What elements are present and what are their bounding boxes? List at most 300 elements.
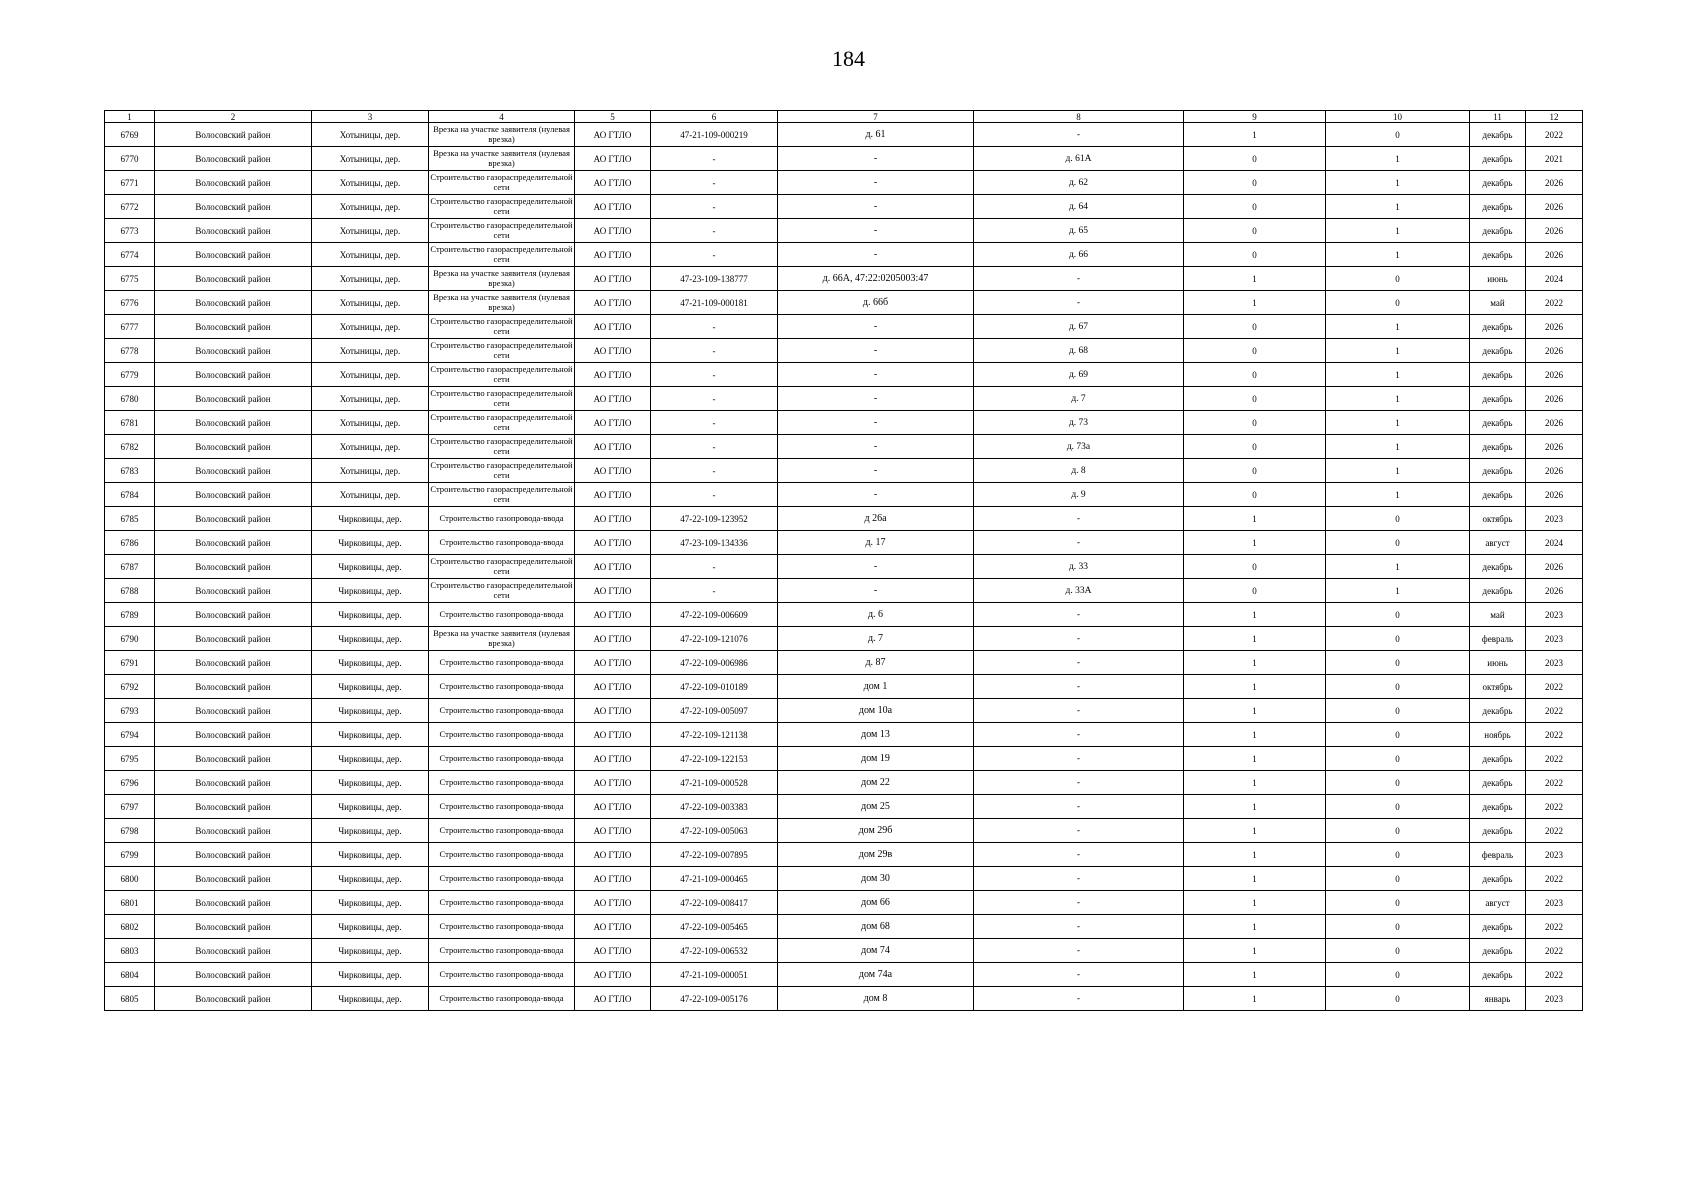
cell-settlement: Хотыницы, дер. [312, 219, 429, 243]
cell-address-planned: - [974, 771, 1184, 795]
cell-settlement: Чирковицы, дер. [312, 891, 429, 915]
cell-work-type: Строительство газопровода-ввода [429, 891, 575, 915]
table-row [105, 147, 1583, 171]
cell-month: декабрь [1470, 411, 1526, 435]
cell-month: май [1470, 603, 1526, 627]
cell-settlement: Чирковицы, дер. [312, 939, 429, 963]
cell-address: дом 25 [778, 795, 974, 819]
cell-year: 2026 [1526, 243, 1583, 267]
cell-settlement: Хотыницы, дер. [312, 171, 429, 195]
cell-address: дом 30 [778, 867, 974, 891]
cell-address-planned: - [974, 507, 1184, 531]
cell-year: 2026 [1526, 387, 1583, 411]
cell-work-type: Строительство газораспределительной сети [429, 315, 575, 339]
cell-year: 2023 [1526, 627, 1583, 651]
cell-work-type: Строительство газопровода-ввода [429, 987, 575, 1011]
cell-address: - [778, 315, 974, 339]
cell-address-planned: - [974, 603, 1184, 627]
table-row [105, 483, 1583, 507]
cell-application-number: 47-23-109-134336 [651, 531, 778, 555]
cell-year: 2026 [1526, 219, 1583, 243]
cell-application-number: 47-22-109-008417 [651, 891, 778, 915]
cell-count-applications: 0 [1184, 243, 1326, 267]
cell-year: 2026 [1526, 363, 1583, 387]
cell-count-applications: 1 [1184, 987, 1326, 1011]
cell-address: - [778, 579, 974, 603]
cell-application-number: - [651, 171, 778, 195]
cell-count-planned: 1 [1326, 339, 1470, 363]
cell-work-type: Строительство газопровода-ввода [429, 747, 575, 771]
cell-application-number: - [651, 315, 778, 339]
cell-address: дом 10а [778, 699, 974, 723]
cell-district: Волосовский район [155, 627, 312, 651]
cell-count-planned: 1 [1326, 435, 1470, 459]
cell-application-number: 47-22-109-123952 [651, 507, 778, 531]
column-header-9: 9 [1184, 111, 1326, 123]
cell-organization: АО ГТЛО [575, 219, 651, 243]
cell-application-number: 47-22-109-010189 [651, 675, 778, 699]
cell-settlement: Хотыницы, дер. [312, 483, 429, 507]
cell-work-type: Строительство газопровода-ввода [429, 771, 575, 795]
cell-district: Волосовский район [155, 939, 312, 963]
cell-row-number: 6770 [105, 147, 155, 171]
cell-address: - [778, 363, 974, 387]
cell-settlement: Хотыницы, дер. [312, 339, 429, 363]
cell-address: дом 19 [778, 747, 974, 771]
cell-row-number: 6791 [105, 651, 155, 675]
cell-count-applications: 0 [1184, 147, 1326, 171]
cell-row-number: 6775 [105, 267, 155, 291]
cell-count-applications: 0 [1184, 459, 1326, 483]
cell-district: Волосовский район [155, 723, 312, 747]
cell-address-planned: - [974, 939, 1184, 963]
table-row [105, 915, 1583, 939]
cell-district: Волосовский район [155, 243, 312, 267]
cell-address-planned: д. 67 [974, 315, 1184, 339]
cell-count-planned: 1 [1326, 363, 1470, 387]
cell-row-number: 6804 [105, 963, 155, 987]
cell-organization: АО ГТЛО [575, 771, 651, 795]
cell-address: д. 87 [778, 651, 974, 675]
cell-month: декабрь [1470, 123, 1526, 147]
cell-application-number: - [651, 363, 778, 387]
cell-count-planned: 0 [1326, 819, 1470, 843]
cell-count-planned: 1 [1326, 171, 1470, 195]
column-header-5: 5 [575, 111, 651, 123]
cell-count-planned: 0 [1326, 723, 1470, 747]
cell-row-number: 6798 [105, 819, 155, 843]
cell-row-number: 6771 [105, 171, 155, 195]
cell-application-number: 47-22-109-122153 [651, 747, 778, 771]
page-number: 184 [832, 46, 865, 71]
cell-month: август [1470, 891, 1526, 915]
cell-work-type: Строительство газораспределительной сети [429, 435, 575, 459]
cell-organization: АО ГТЛО [575, 291, 651, 315]
cell-work-type: Врезка на участке заявителя (нулевая врезка) [429, 267, 575, 291]
cell-address: дом 74а [778, 963, 974, 987]
cell-month: декабрь [1470, 363, 1526, 387]
cell-year: 2022 [1526, 867, 1583, 891]
cell-row-number: 6773 [105, 219, 155, 243]
table-row [105, 819, 1583, 843]
cell-organization: АО ГТЛО [575, 891, 651, 915]
cell-year: 2026 [1526, 459, 1583, 483]
cell-settlement: Чирковицы, дер. [312, 723, 429, 747]
table-row [105, 747, 1583, 771]
cell-month: декабрь [1470, 963, 1526, 987]
cell-settlement: Чирковицы, дер. [312, 819, 429, 843]
cell-year: 2022 [1526, 723, 1583, 747]
cell-district: Волосовский район [155, 435, 312, 459]
cell-count-applications: 1 [1184, 675, 1326, 699]
cell-address-planned: д. 61А [974, 147, 1184, 171]
cell-row-number: 6795 [105, 747, 155, 771]
cell-district: Волосовский район [155, 291, 312, 315]
cell-application-number: - [651, 579, 778, 603]
cell-month: декабрь [1470, 579, 1526, 603]
cell-row-number: 6783 [105, 459, 155, 483]
cell-year: 2026 [1526, 171, 1583, 195]
column-header-11: 11 [1470, 111, 1526, 123]
cell-year: 2022 [1526, 771, 1583, 795]
cell-address-planned: д. 62 [974, 171, 1184, 195]
cell-count-planned: 0 [1326, 675, 1470, 699]
cell-settlement: Чирковицы, дер. [312, 795, 429, 819]
cell-work-type: Строительство газораспределительной сети [429, 219, 575, 243]
table-row [105, 651, 1583, 675]
cell-row-number: 6801 [105, 891, 155, 915]
cell-count-planned: 0 [1326, 987, 1470, 1011]
cell-address-planned: - [974, 891, 1184, 915]
table-row [105, 963, 1583, 987]
cell-address-planned: д. 8 [974, 459, 1184, 483]
cell-district: Волосовский район [155, 699, 312, 723]
cell-month: декабрь [1470, 171, 1526, 195]
cell-year: 2022 [1526, 963, 1583, 987]
cell-address-planned: - [974, 531, 1184, 555]
cell-work-type: Строительство газораспределительной сети [429, 387, 575, 411]
cell-month: декабрь [1470, 219, 1526, 243]
cell-settlement: Хотыницы, дер. [312, 363, 429, 387]
cell-application-number: - [651, 483, 778, 507]
cell-work-type: Строительство газораспределительной сети [429, 195, 575, 219]
cell-address-planned: - [974, 843, 1184, 867]
cell-settlement: Хотыницы, дер. [312, 243, 429, 267]
cell-address: д. 61 [778, 123, 974, 147]
column-header-1: 1 [105, 111, 155, 123]
cell-district: Волосовский район [155, 267, 312, 291]
cell-application-number: - [651, 195, 778, 219]
cell-application-number: 47-22-109-005097 [651, 699, 778, 723]
cell-application-number: 47-22-109-006986 [651, 651, 778, 675]
table-row [105, 675, 1583, 699]
cell-year: 2026 [1526, 483, 1583, 507]
cell-application-number: 47-22-109-005063 [651, 819, 778, 843]
cell-row-number: 6788 [105, 579, 155, 603]
table-row [105, 507, 1583, 531]
cell-settlement: Хотыницы, дер. [312, 291, 429, 315]
table-row [105, 339, 1583, 363]
cell-address: д. 7 [778, 627, 974, 651]
cell-year: 2022 [1526, 123, 1583, 147]
cell-row-number: 6781 [105, 411, 155, 435]
cell-row-number: 6794 [105, 723, 155, 747]
cell-year: 2023 [1526, 651, 1583, 675]
cell-work-type: Строительство газопровода-ввода [429, 843, 575, 867]
cell-application-number: 47-21-109-000219 [651, 123, 778, 147]
registry-table [104, 110, 1583, 1011]
cell-address: д. 66А, 47:22:0205003:47 [778, 267, 974, 291]
cell-district: Волосовский район [155, 459, 312, 483]
cell-month: август [1470, 531, 1526, 555]
cell-count-applications: 1 [1184, 891, 1326, 915]
cell-address: д. 66б [778, 291, 974, 315]
cell-application-number: - [651, 243, 778, 267]
cell-organization: АО ГТЛО [575, 867, 651, 891]
cell-district: Волосовский район [155, 123, 312, 147]
cell-organization: АО ГТЛО [575, 267, 651, 291]
table-row [105, 795, 1583, 819]
table-row [105, 867, 1583, 891]
cell-district: Волосовский район [155, 579, 312, 603]
table-row [105, 939, 1583, 963]
table-row [105, 987, 1583, 1011]
cell-settlement: Чирковицы, дер. [312, 987, 429, 1011]
cell-count-applications: 1 [1184, 795, 1326, 819]
cell-month: ноябрь [1470, 723, 1526, 747]
cell-district: Волосовский район [155, 675, 312, 699]
cell-year: 2022 [1526, 819, 1583, 843]
cell-district: Волосовский район [155, 915, 312, 939]
cell-district: Волосовский район [155, 867, 312, 891]
cell-organization: АО ГТЛО [575, 579, 651, 603]
cell-application-number: 47-22-109-006609 [651, 603, 778, 627]
cell-organization: АО ГТЛО [575, 915, 651, 939]
cell-application-number: - [651, 147, 778, 171]
cell-address: - [778, 459, 974, 483]
cell-work-type: Строительство газораспределительной сети [429, 483, 575, 507]
cell-address: - [778, 387, 974, 411]
cell-month: декабрь [1470, 699, 1526, 723]
cell-settlement: Чирковицы, дер. [312, 555, 429, 579]
cell-organization: АО ГТЛО [575, 315, 651, 339]
table-row [105, 291, 1583, 315]
cell-year: 2024 [1526, 531, 1583, 555]
cell-work-type: Строительство газопровода-ввода [429, 795, 575, 819]
cell-address-planned: - [974, 963, 1184, 987]
cell-address-planned: - [974, 867, 1184, 891]
cell-year: 2022 [1526, 699, 1583, 723]
cell-settlement: Чирковицы, дер. [312, 843, 429, 867]
cell-row-number: 6774 [105, 243, 155, 267]
cell-month: декабрь [1470, 243, 1526, 267]
cell-address-planned: д. 66 [974, 243, 1184, 267]
cell-organization: АО ГТЛО [575, 723, 651, 747]
cell-address: - [778, 219, 974, 243]
cell-district: Волосовский район [155, 531, 312, 555]
cell-address-planned: - [974, 723, 1184, 747]
cell-count-planned: 1 [1326, 579, 1470, 603]
cell-organization: АО ГТЛО [575, 939, 651, 963]
cell-work-type: Врезка на участке заявителя (нулевая врезка) [429, 123, 575, 147]
cell-count-planned: 0 [1326, 123, 1470, 147]
cell-count-applications: 1 [1184, 819, 1326, 843]
cell-year: 2023 [1526, 507, 1583, 531]
cell-count-applications: 1 [1184, 123, 1326, 147]
cell-month: февраль [1470, 843, 1526, 867]
cell-address-planned: д. 9 [974, 483, 1184, 507]
cell-year: 2026 [1526, 555, 1583, 579]
cell-organization: АО ГТЛО [575, 651, 651, 675]
cell-application-number: - [651, 411, 778, 435]
cell-work-type: Врезка на участке заявителя (нулевая врезка) [429, 291, 575, 315]
column-header-12: 12 [1526, 111, 1583, 123]
cell-application-number: 47-22-109-005176 [651, 987, 778, 1011]
cell-settlement: Хотыницы, дер. [312, 459, 429, 483]
cell-row-number: 6780 [105, 387, 155, 411]
cell-application-number: 47-22-109-003383 [651, 795, 778, 819]
cell-district: Волосовский район [155, 219, 312, 243]
cell-application-number: 47-23-109-138777 [651, 267, 778, 291]
cell-month: декабрь [1470, 771, 1526, 795]
cell-application-number: - [651, 459, 778, 483]
cell-count-planned: 1 [1326, 219, 1470, 243]
cell-district: Волосовский район [155, 315, 312, 339]
table-row [105, 459, 1583, 483]
cell-address: - [778, 147, 974, 171]
cell-count-applications: 1 [1184, 507, 1326, 531]
table-row [105, 195, 1583, 219]
cell-district: Волосовский район [155, 891, 312, 915]
cell-count-applications: 1 [1184, 603, 1326, 627]
cell-count-planned: 0 [1326, 291, 1470, 315]
cell-application-number: 47-22-109-121138 [651, 723, 778, 747]
column-header-8: 8 [974, 111, 1184, 123]
cell-organization: АО ГТЛО [575, 555, 651, 579]
cell-count-planned: 1 [1326, 459, 1470, 483]
cell-district: Волосовский район [155, 147, 312, 171]
cell-district: Волосовский район [155, 795, 312, 819]
cell-settlement: Хотыницы, дер. [312, 147, 429, 171]
cell-count-applications: 0 [1184, 435, 1326, 459]
cell-work-type: Строительство газопровода-ввода [429, 507, 575, 531]
cell-district: Волосовский район [155, 963, 312, 987]
cell-year: 2022 [1526, 915, 1583, 939]
cell-row-number: 6805 [105, 987, 155, 1011]
cell-application-number: 47-22-109-006532 [651, 939, 778, 963]
cell-work-type: Строительство газопровода-ввода [429, 723, 575, 747]
cell-district: Волосовский район [155, 987, 312, 1011]
cell-organization: АО ГТЛО [575, 843, 651, 867]
cell-organization: АО ГТЛО [575, 963, 651, 987]
cell-organization: АО ГТЛО [575, 483, 651, 507]
cell-settlement: Чирковицы, дер. [312, 531, 429, 555]
cell-address: дом 29б [778, 819, 974, 843]
cell-row-number: 6772 [105, 195, 155, 219]
cell-count-planned: 0 [1326, 651, 1470, 675]
cell-address-planned: д. 33 [974, 555, 1184, 579]
cell-application-number: 47-21-109-000051 [651, 963, 778, 987]
cell-district: Волосовский район [155, 555, 312, 579]
cell-count-applications: 0 [1184, 483, 1326, 507]
cell-settlement: Чирковицы, дер. [312, 675, 429, 699]
table-row [105, 843, 1583, 867]
cell-address: - [778, 483, 974, 507]
cell-count-planned: 1 [1326, 387, 1470, 411]
cell-month: декабрь [1470, 459, 1526, 483]
cell-count-applications: 0 [1184, 387, 1326, 411]
cell-settlement: Хотыницы, дер. [312, 387, 429, 411]
cell-row-number: 6797 [105, 795, 155, 819]
cell-year: 2021 [1526, 147, 1583, 171]
cell-count-planned: 0 [1326, 531, 1470, 555]
cell-district: Волосовский район [155, 195, 312, 219]
cell-count-planned: 1 [1326, 483, 1470, 507]
cell-address: дом 22 [778, 771, 974, 795]
cell-count-applications: 1 [1184, 291, 1326, 315]
table-row [105, 387, 1583, 411]
cell-month: декабрь [1470, 915, 1526, 939]
cell-settlement: Чирковицы, дер. [312, 651, 429, 675]
table-row [105, 555, 1583, 579]
cell-count-planned: 0 [1326, 603, 1470, 627]
cell-application-number: 47-22-109-121076 [651, 627, 778, 651]
cell-district: Волосовский район [155, 771, 312, 795]
cell-work-type: Строительство газораспределительной сети [429, 555, 575, 579]
cell-address-planned: - [974, 747, 1184, 771]
table-row [105, 243, 1583, 267]
cell-year: 2026 [1526, 195, 1583, 219]
cell-year: 2026 [1526, 339, 1583, 363]
cell-work-type: Врезка на участке заявителя (нулевая врезка) [429, 627, 575, 651]
cell-count-planned: 1 [1326, 411, 1470, 435]
cell-work-type: Строительство газопровода-ввода [429, 939, 575, 963]
cell-work-type: Строительство газопровода-ввода [429, 915, 575, 939]
cell-month: май [1470, 291, 1526, 315]
cell-organization: АО ГТЛО [575, 435, 651, 459]
table-row [105, 123, 1583, 147]
cell-application-number: - [651, 387, 778, 411]
cell-application-number: 47-21-109-000181 [651, 291, 778, 315]
cell-count-applications: 1 [1184, 771, 1326, 795]
cell-row-number: 6789 [105, 603, 155, 627]
cell-application-number: 47-22-109-005465 [651, 915, 778, 939]
cell-organization: АО ГТЛО [575, 387, 651, 411]
table-row [105, 891, 1583, 915]
cell-address-planned: - [974, 915, 1184, 939]
column-header-3: 3 [312, 111, 429, 123]
table-row [105, 699, 1583, 723]
cell-month: декабрь [1470, 747, 1526, 771]
cell-count-planned: 1 [1326, 195, 1470, 219]
cell-row-number: 6777 [105, 315, 155, 339]
cell-settlement: Чирковицы, дер. [312, 507, 429, 531]
cell-count-planned: 0 [1326, 939, 1470, 963]
cell-work-type: Строительство газопровода-ввода [429, 867, 575, 891]
cell-settlement: Хотыницы, дер. [312, 411, 429, 435]
table-body [105, 123, 1583, 1011]
cell-organization: АО ГТЛО [575, 411, 651, 435]
cell-address-planned: - [974, 675, 1184, 699]
cell-month: февраль [1470, 627, 1526, 651]
cell-address: - [778, 171, 974, 195]
cell-organization: АО ГТЛО [575, 531, 651, 555]
cell-year: 2023 [1526, 843, 1583, 867]
cell-settlement: Хотыницы, дер. [312, 267, 429, 291]
cell-address: - [778, 339, 974, 363]
cell-row-number: 6787 [105, 555, 155, 579]
cell-organization: АО ГТЛО [575, 147, 651, 171]
